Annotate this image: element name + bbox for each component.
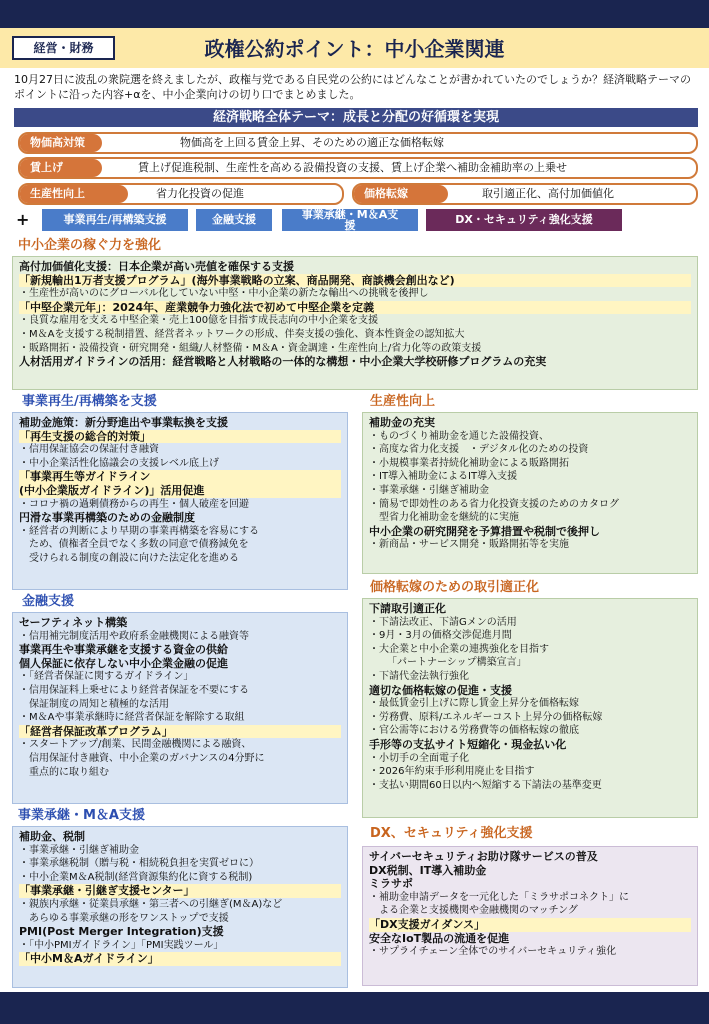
text-line: ・小規模事業者持続化補助金による販路開拓 [369,457,569,469]
text-line: ・大企業と中小企業の連携強化を目指す [369,643,549,655]
text-line: 「中堅企業元年」：2024年、産業競争力強化法で初めて中堅企業を定義 [19,301,691,315]
section-title-kakaku: 価格転嫁のための取引適正化 [370,580,540,595]
text-line: サイバーセキュリティお助け隊サービスの普及 [369,850,598,863]
text-line: ため、債権者全員でなく多数の同意で債務減免を [29,539,249,551]
pill-value: 物価高を上回る賃金上昇、そのための適正な価格転嫁 [180,136,444,149]
tag-shokei [282,209,418,231]
section-title-kinyu: 金融支援 [22,594,75,609]
tag-dx: DX・セキュリティ強化支援 [426,209,622,231]
top-bar [0,0,709,28]
section-box-power [12,256,698,390]
text-line: ・生産性が高いのにグローバル化していない中堅・中小企業の新たな輸出への挑戦を後押し [19,288,429,300]
text-line: 適切な価格転嫁の促進・支援 [369,683,512,697]
pill-bukka [18,132,698,154]
pill-value: 賃上げ促進税制、生産性を高める設備投資の支援、賃上げ企業へ補助金補助率の上乗せ [138,161,567,174]
text-line: 「パートナーシップ構築宣言」 [387,657,527,669]
text-line: ・サプライチェーン全体でのサイバーセキュリティ強化 [369,946,617,958]
text-line: ・コロナ禍の過剰債務からの再生・個人破産を回避 [19,498,249,510]
text-line: 「経営者保証改革プログラム」 [19,725,341,739]
text-line: 「中小M＆Aガイドライン」 [19,952,341,966]
text-line: ・親族内承継・従業員承継・第三者への引継ぎ(M＆A)など [19,898,283,910]
section-box-saisei [12,412,348,590]
text-line: 「事業承継・引継ぎ支援センター」 [19,884,341,898]
text-line: ・官公需等における労務費等の価格転嫁の徹底 [369,725,579,737]
section-box-kinyu [12,612,348,804]
text-line: 中小企業の研究開発を予算措置や税制で後押し [369,524,600,538]
text-line: ・最低賃金引上げに際し賃金上昇分を価格転嫁 [369,698,579,710]
text-line: ・中小企業M＆A税制(経営資源集約化に資する税制) [19,871,253,883]
text-line: 「新規輸出1万者支援プログラム」(海外事業戦略の立案、商品開発、商談機会創出など) [19,274,691,288]
text-line: 補助金施策：新分野進出や事業転換を支援 [19,416,228,429]
text-line: 「事業再生等ガイドライン [19,470,341,484]
text-line: セーフティネット構築 [19,616,128,629]
page-title: 政権公約ポイント：中小企業関連 [204,37,505,61]
text-line: 受けられる制度の創設に向けた法定化を進める [29,552,239,564]
theme-banner: 経済戦略全体テーマ：成長と分配の好循環を実現 [14,108,698,127]
pill-seisansei [18,183,344,205]
text-line: 重点的に取り組む [29,766,109,778]
text-line: ・補助金申請データを一元化した「ミラサポコネクト」に [369,891,629,903]
section-title-seisan: 生産性向上 [370,394,436,409]
section-title-power: 中小企業の稼ぐ力を強化 [18,238,162,253]
category-badge: 経営・財務 [12,36,115,60]
text-line: ・下請法改正、下請Gメンの活用 [369,616,517,628]
section-title-shokei: 事業承継・M＆A支援 [18,808,145,823]
text-line: ・M＆Aや事業承継時に経営者保証を解除する取組 [19,712,245,724]
text-line: 保証制度の周知と積極的な活用 [29,698,169,710]
text-line: あらゆる事業承継の形をワンストップで支援 [29,912,229,924]
text-line: ・ものづくり補助金を通じた設備投資、 [369,430,549,442]
plus-sign: + [16,210,30,229]
text-line: 補助金の充実 [369,416,435,429]
pill-value: 取引適正化、高付加価値化 [482,187,614,200]
text-line: ・信用保証協会の保証付き融資 [19,444,159,456]
text-line: ・高度な省力化支援 ・デジタル化のための投資 [369,444,589,456]
text-line: ・経営者の判断により早期の事業再構築を容易にする [19,525,259,537]
text-line: 「再生支援の総合的対策」 [19,430,341,444]
text-line: ・事業承継税制（贈与税・相続税負担を実質ゼロに） [19,858,259,870]
pill-label: 価格転嫁 [354,185,448,203]
section-box-seisan [362,412,698,574]
section-title-saisei: 事業再生/再構築を支援 [22,394,157,409]
text-line: 円滑な事業再構築のための金融制度 [19,511,195,525]
pill-label: 生産性向上 [20,185,128,203]
text-line: PMI(Post Merger Integration)支援 [19,925,224,939]
text-line: ・簡易で即効性のある省力化投資支援のためのカタログ [369,498,619,510]
text-line: 補助金、税制 [19,830,85,843]
section-title-dx: DX、セキュリティ強化支援 [370,826,533,841]
section-box-dx [362,846,698,986]
text-line: ・中小企業活性化協議会の支援レベル底上げ [19,457,219,469]
text-line: 下請取引適正化 [369,602,446,615]
bottom-bar [0,992,709,1024]
tag-shokei-line2: 援 [344,219,356,231]
tag-saisei: 事業再生/再構築支援 [42,209,188,231]
text-line: ・小切手の全面電子化 [369,752,469,764]
pill-kakaku [352,183,698,205]
text-line: ・下請代金法執行強化 [369,670,469,682]
text-line: DX税制、IT導入補助金 [369,863,487,877]
text-line: ・労務費、原料/エネルギーコスト上昇分の価格転嫁 [369,711,603,723]
pill-value: 省力化投資の促進 [156,187,244,200]
text-line: よる企業と支援機関や金融機関のマッチング [379,905,578,917]
text-line: ・「経営者保証に関するガイドライン」 [19,671,194,683]
intro-text: 10月27日に波乱の衆院選を終えましたが、政権与党である自民党の公約にはどんなことが書かれていたのでしょうか？経済戦略テーマのポイントに沿った内容+αを、中小企業向けの切り口でまとめました。 [14,73,691,101]
text-line: ・M＆Aを支援する税制措置、経営者ネットワークの形成、伴奏支援の強化、資本性資金の認知拡大 [19,328,465,340]
text-line: 高付加価値化支援：日本企業が高い売値を確保する支援 [19,260,294,273]
text-line: ・スタートアップ/創業、民間金融機関による融資、 [19,739,252,751]
text-line: 信用保証付き融資、中小企業のガバナンスの4分野に [29,752,265,764]
text-line: 個人保証に依存しない中小企業金融の促進 [19,656,228,670]
text-line: ・新商品・サービス開発・販路開拓等を実施 [369,539,569,551]
text-line: 手形等の支払サイト短縮化・現金払い化 [369,737,567,751]
text-line: 人材活用ガイドラインの活用：経営戦略と人材戦略の一体的な構想・中小企業大学校研修プログラムの充実 [19,355,547,369]
text-line: ・事業承継・引継ぎ補助金 [19,844,139,856]
text-line: (中小企業版ガイドライン)」活用促進 [19,484,341,498]
pill-chinage [18,157,698,179]
section-box-kakaku [362,598,698,818]
tag-kinyu: 金融支援 [196,209,272,231]
text-line: ・販路開拓・設備投資・研究開発・組織/人材整備・M＆A・資金調達・生産性向上/省力化等の政策支援 [19,342,482,354]
text-line: 型省力化補助金を継続的に実施 [379,512,519,524]
text-line: ・IT導入補助金によるIT導入支援 [369,471,518,483]
text-line: ・信用補完制度活用や政府系金融機関による融資等 [19,630,249,642]
text-line: ・9月・3月の価格交渉促進月間 [369,630,512,642]
tag-shokei-line1: 事業承継・M＆A支 [301,209,399,221]
text-line: ・2026年約束手形利用廃止を目指す [369,766,535,778]
pill-label: 物価高対策 [20,134,102,152]
text-line: ・良質な雇用を支える中堅企業・売上100億を目指す成長志向の中小企業を支援 [19,315,379,327]
text-line: 「DX支援ガイダンス」 [369,918,691,932]
text-line: ・「中小PMIガイドライン」「PMI実践ツール」 [19,939,224,951]
text-line: ミラサポ [369,877,413,891]
text-line: ・事業承継・引継ぎ補助金 [369,484,489,496]
text-line: ・信用保証料上乗せにより経営者保証を不要にする [19,684,249,696]
text-line: 事業再生や事業承継を支援する資金の供給 [19,643,228,657]
text-line: ・支払い期間60日以内へ短縮する下請法の基準変更 [369,779,602,791]
text-line: 安全なIoT製品の流通を促進 [369,931,510,945]
section-box-shokei [12,826,348,988]
pill-label: 賃上げ [20,159,102,177]
